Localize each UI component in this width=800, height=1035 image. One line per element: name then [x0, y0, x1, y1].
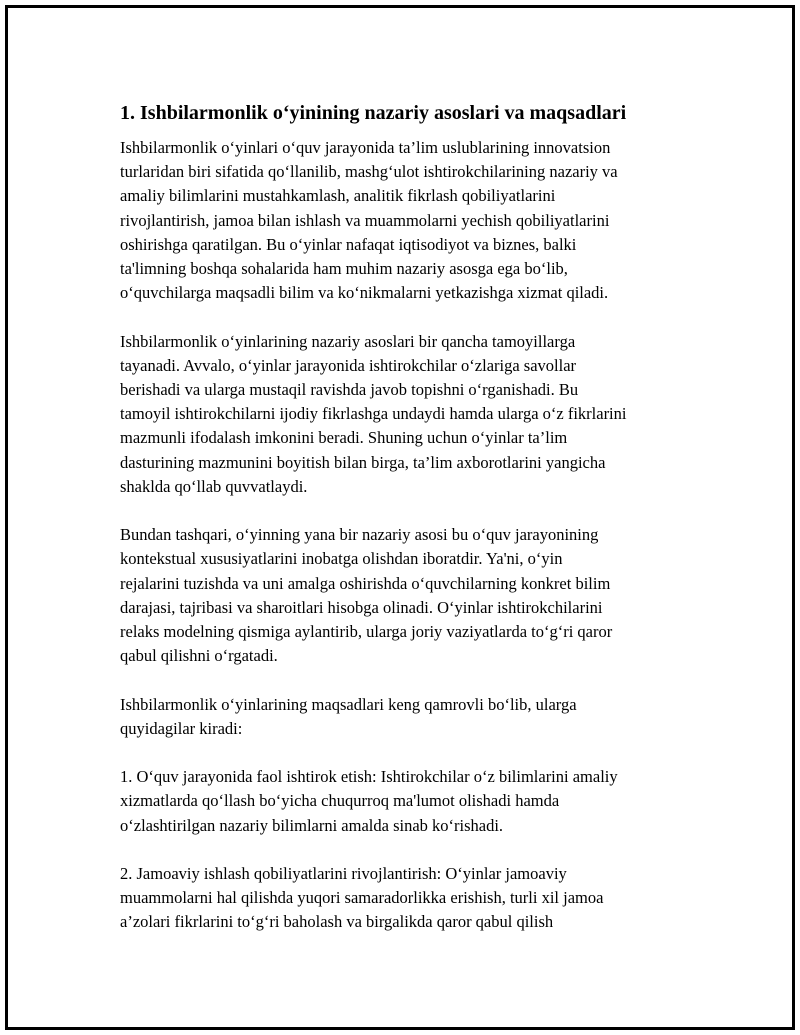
list-item-goal-1 [120, 765, 700, 838]
text-line: tayanadi. Avvalo, o‘yinlar jarayonida ishtirokchilar o‘zlariga savollar [120, 355, 577, 375]
text-line: oshirishga qaratilgan. Bu o‘yinlar nafaqat iqtisodiyot va biznes, balki [120, 234, 577, 254]
text-line: amaliy bilimlarini mustahkamlash, analitik fikrlash qobiliyatlarini [120, 186, 556, 206]
list-item-goal-2 [120, 862, 700, 935]
text-line: rivojlantirish, jamoa bilan ishlash va muammolarni yechish qobiliyatlarini [120, 210, 610, 230]
document-body [120, 100, 700, 959]
text-line: Bundan tashqari, o‘yinning yana bir nazariy asosi bu o‘quv jarayonining [120, 525, 599, 545]
paragraph-theory [120, 330, 700, 499]
text-line: 2. Jamoaviy ishlash qobiliyatlarini rivojlantirish: O‘yinlar jamoaviy [120, 864, 567, 884]
text-line: relaks modelning qismiga aylantirib, ularga joriy vaziyatlarda to‘g‘ri qaror [120, 622, 613, 642]
text-line: rejalarini tuzishda va uni amalga oshirishda o‘quvchilarning konkret bilim [120, 573, 611, 593]
text-line: Ishbilarmonlik o‘yinlarining nazariy asoslari bir qancha tamoyillarga [120, 331, 576, 351]
text-line: o‘zlashtirilgan nazariy bilimlarni amalda sinab ko‘rishadi. [120, 815, 504, 835]
text-line: ta'limning boshqa sohalarida ham muhim nazariy asosga ega bo‘lib, [120, 259, 568, 279]
text-line: Ishbilarmonlik o‘yinlari o‘quv jarayonida ta’lim uslublarining innovatsion [120, 138, 611, 157]
paragraph-intro [120, 136, 700, 305]
text-line: tamoyil ishtirokchilarni ijodiy fikrlashga undaydi hamda ularga o‘z fikrlarini [120, 404, 627, 424]
text-line: mazmunli ifodalash imkonini beradi. Shuning uchun o‘yinlar ta’lim [120, 428, 568, 448]
paragraph-goals-intro [120, 693, 700, 741]
text-line: berishadi va ularga mustaqil ravishda javob topishni o‘rganishadi. Bu [120, 380, 579, 400]
text-line: muammolarni hal qilishda yuqori samaradorlikka erishish, turli xil jamoa [120, 888, 604, 908]
text-line: quyidagilar kiradi: [120, 718, 243, 738]
section-heading: 1. Ishbilarmonlik o‘yinining nazariy asoslari va maqsadlari [120, 102, 627, 124]
text-line: darajasi, tajribasi va sharoitlari hisobga olinadi. O‘yinlar ishtirokchilarini [120, 597, 603, 617]
text-line: 1. O‘quv jarayonida faol ishtirok etish: Ishtirokchilar o‘z bilimlarini amaliy [120, 767, 618, 787]
paragraph-context [120, 523, 700, 668]
text-line: qabul qilishni o‘rgatadi. [120, 646, 278, 666]
text-line: a’zolari fikrlarini to‘g‘ri baholash va birgalikda qaror qabul qilish [120, 912, 554, 932]
text-line: shaklda qo‘llab quvvatlaydi. [120, 476, 308, 496]
text-line: kontekstual xususiyatlarini inobatga olishdan iboratdir. Ya'ni, o‘yin [120, 549, 563, 569]
text-line: turlaridan biri sifatida qo‘llanilib, mashg‘ulot ishtirokchilarining nazariy va [120, 162, 618, 182]
text-line: xizmatlarda qo‘llash bo‘yicha chuqurroq ma'lumot olishadi hamda [120, 791, 560, 811]
text-line: Ishbilarmonlik o‘yinlarining maqsadlari keng qamrovli bo‘lib, ularga [120, 694, 577, 714]
text-line: o‘quvchilarga maqsadli bilim va ko‘nikmalarni yetkazishga xizmat qiladi. [120, 283, 609, 303]
text-line: dasturining mazmunini boyitish bilan birga, ta’lim axborotlarini yangicha [120, 452, 606, 472]
page-frame [5, 5, 795, 1030]
